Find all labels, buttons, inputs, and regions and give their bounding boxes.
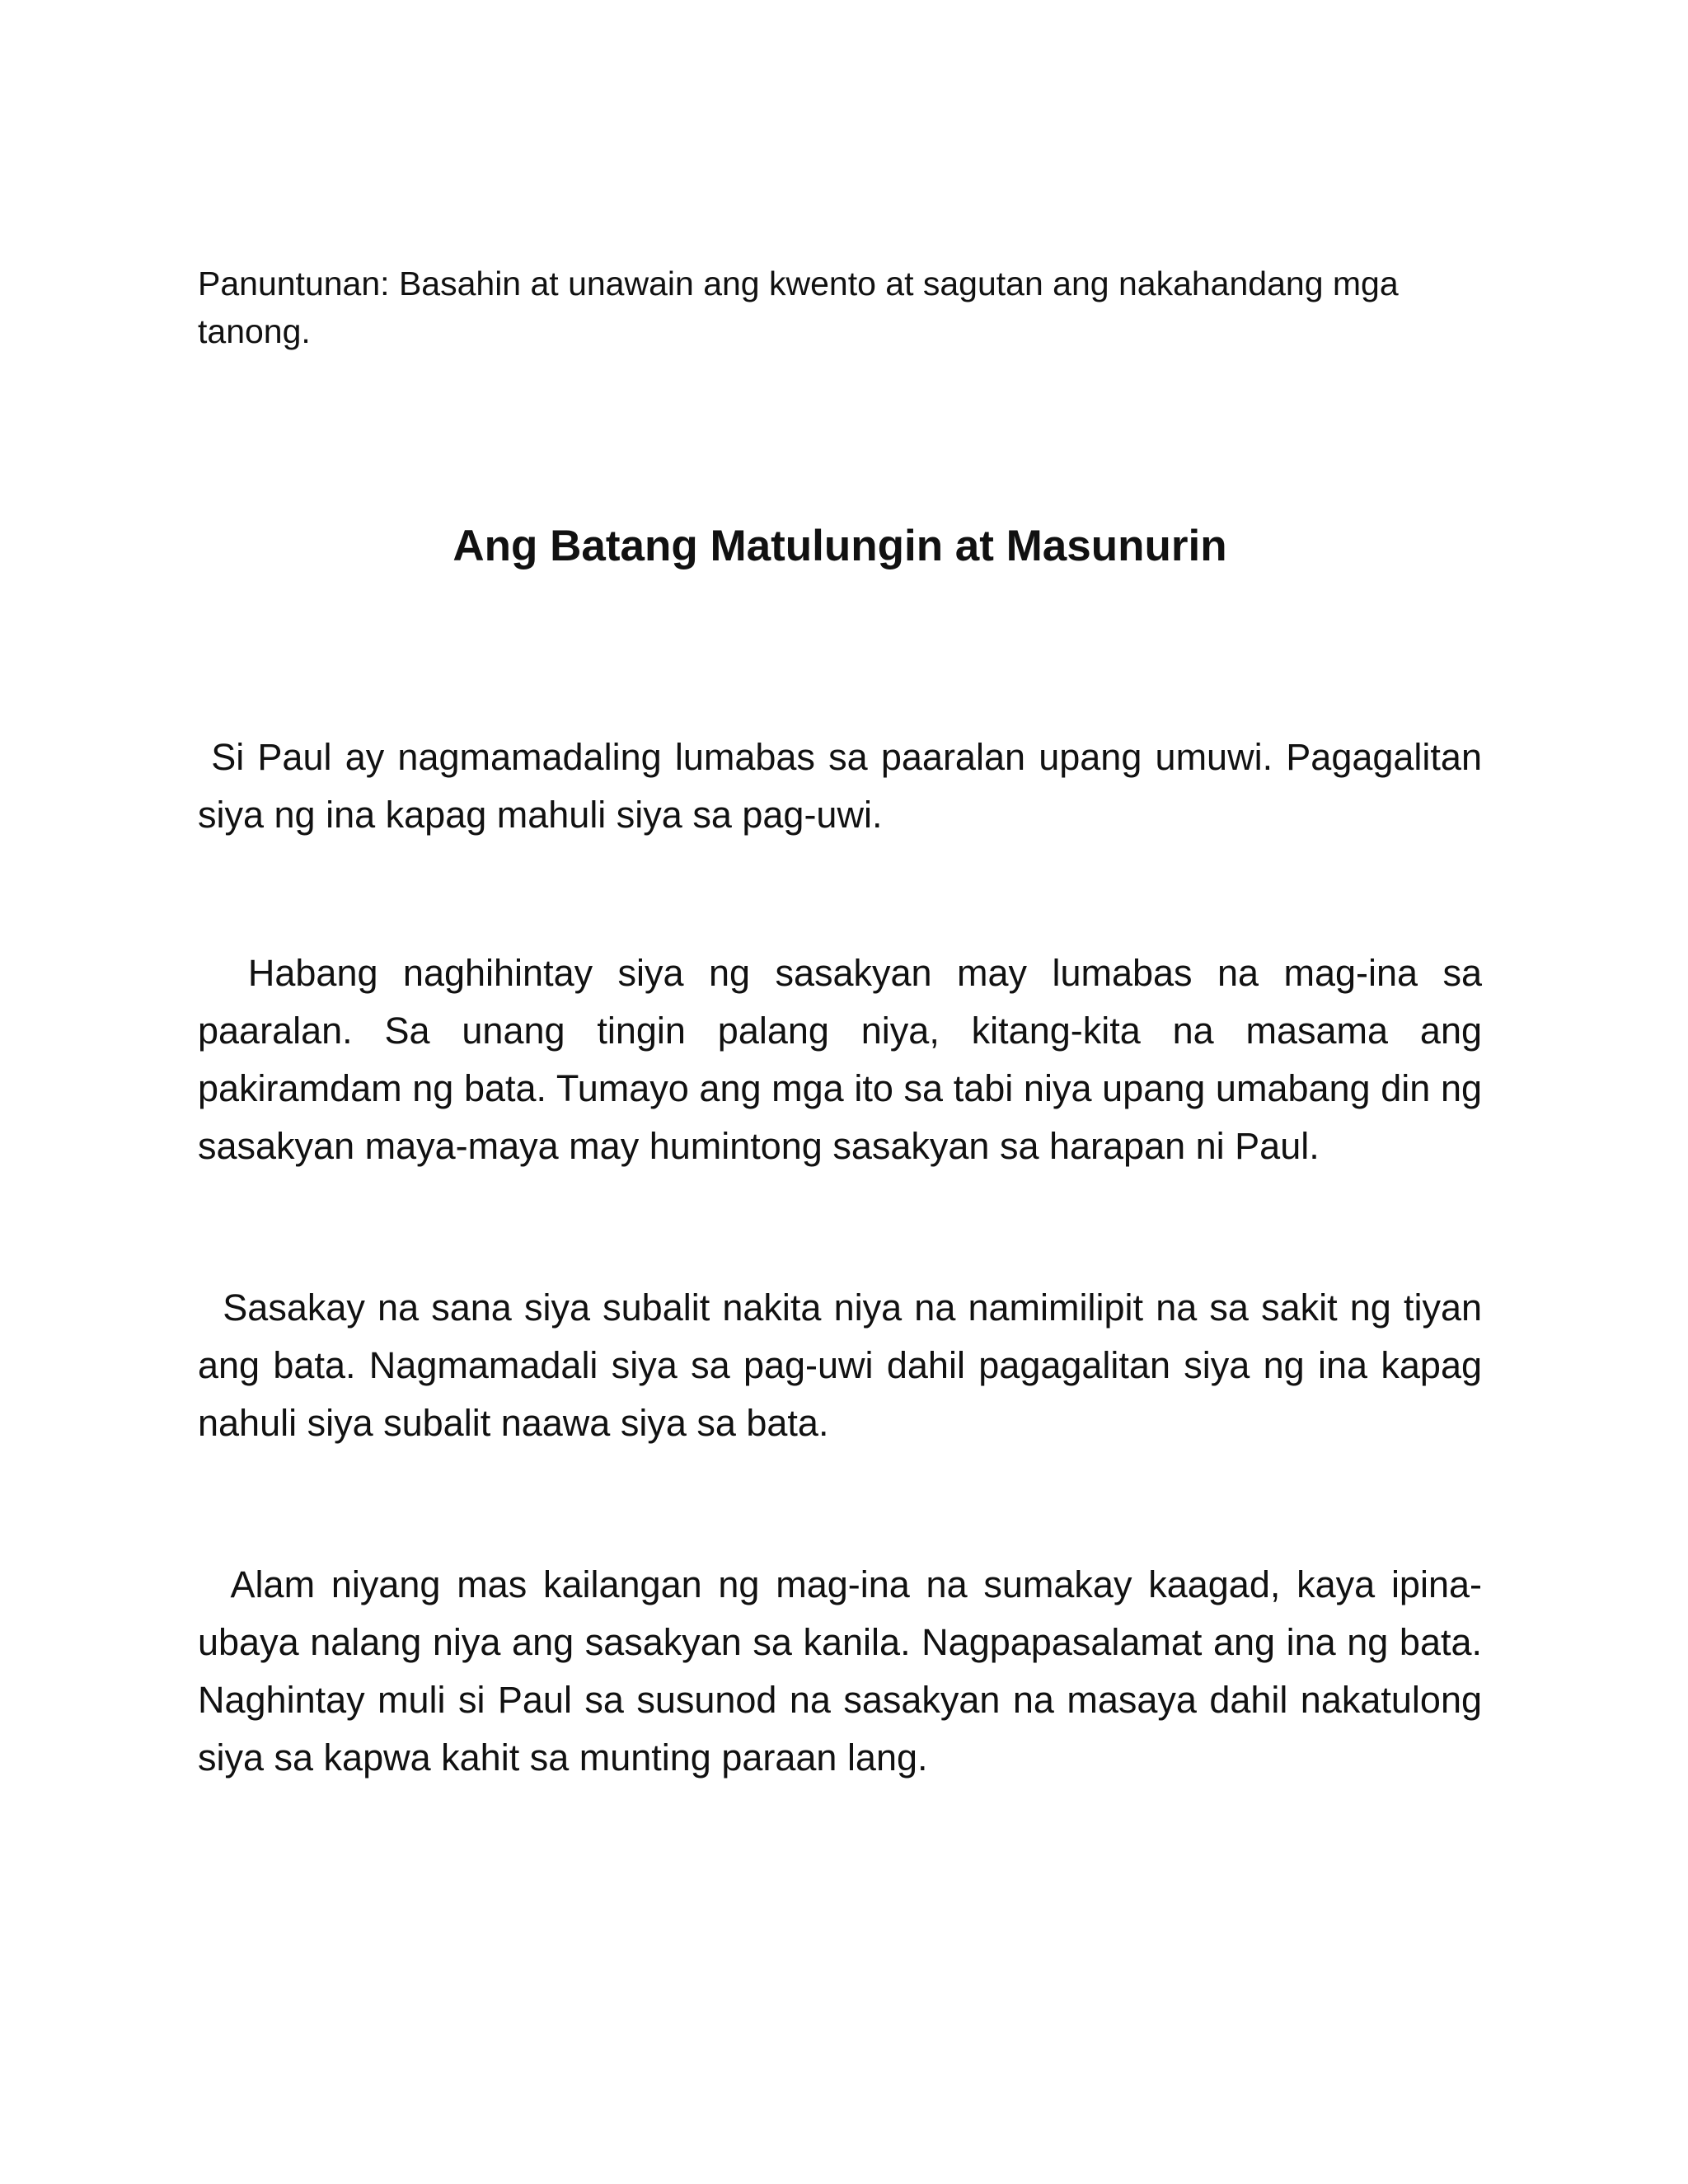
story-paragraph-4: Alam niyang mas kailangan ng mag-ina na sumakay kaagad, kaya ipina-ubaya nalang niya ang sasakyan sa kanila. Nagpapasalamat ang ina ng bata. Naghintay muli si Paul sa susunod na sasakyan na masaya dahil nakatulong siya sa kapwa kahit sa munting paraan lang. [198,1563,1482,1779]
story-title: Ang Batang Matulungin at Masunurin [452,522,1227,570]
story-paragraph-2: Habang naghihintay siya ng sasakyan may lumabas na mag-ina sa paaralan. Sa unang tingin palang niya, kitang-kita na masama ang pakiramdam ng bata. Tumayo ang mga ito sa tabi niya upang umabang din ng sasakyan maya-maya may humintong sasakyan sa harapan ni Paul. [198,952,1482,1167]
story-paragraph-1: Si Paul ay nagmamadaling lumabas sa paaralan upang umuwi. Pagagalitan siya ng ina kapag mahuli siya sa pag-uwi. [198,736,1482,836]
instructions-text: Panuntunan: Basahin at unawain ang kwento at sagutan ang nakahandang mga tanong. [198,265,1399,350]
story-paragraph-3: Sasakay na sana siya subalit nakita niya na namimilipit na sa sakit ng tiyan ang bata. Nagmamadali siya sa pag-uwi dahil pagagalitan siya ng ina kapag nahuli siya subalit naawa siya sa bata. [198,1286,1482,1444]
